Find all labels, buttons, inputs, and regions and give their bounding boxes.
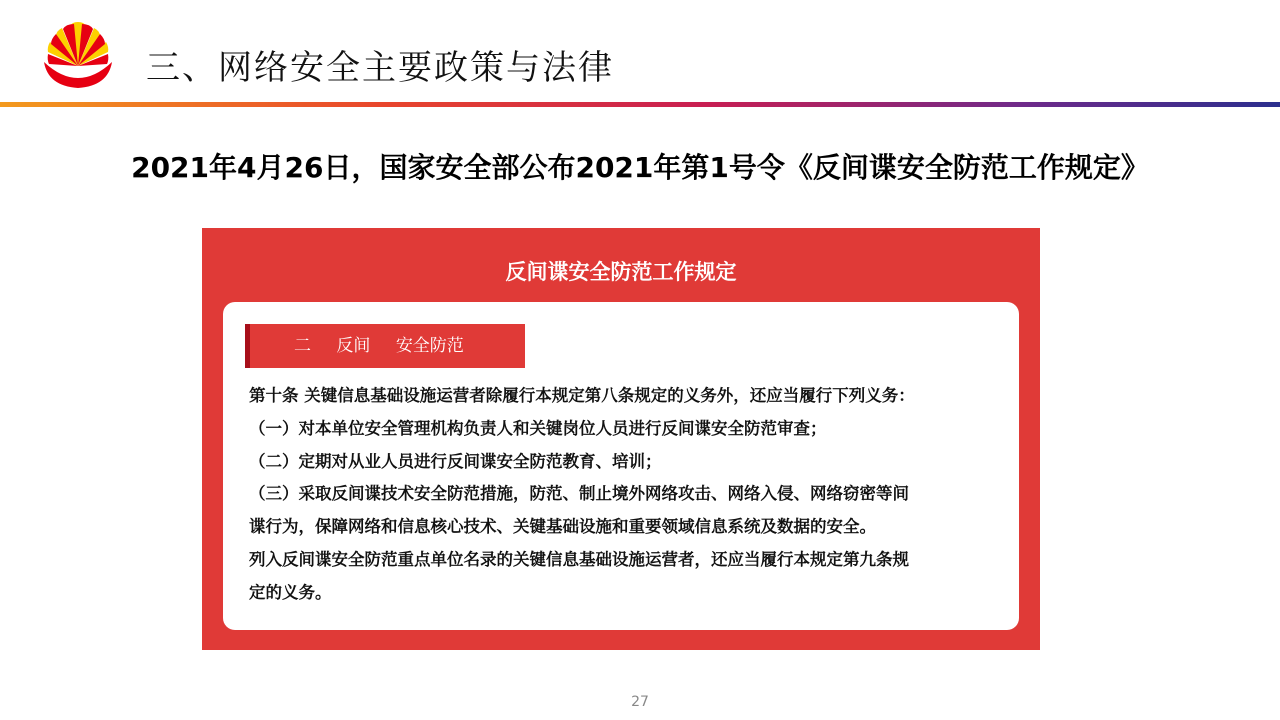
section-tag-part-3: 安全防范 <box>395 336 464 356</box>
company-logo-icon <box>38 14 118 90</box>
section-tag-part-2: 反间 <box>336 336 371 356</box>
headline: 2021年4月26日，国家安全部公布2021年第1号令《反间谍安全防范工作规定》 <box>131 151 1149 184</box>
article-line: （三）采取反间谍技术安全防范措施，防范、制止境外网络攻击、网络入侵、网络窃密等间 <box>249 484 909 504</box>
article-line: （二）定期对从业人员进行反间谍安全防范教育、培训； <box>249 451 662 471</box>
article-line: 定的义务。 <box>249 582 332 602</box>
article-line: （一）对本单位安全管理机构负责人和关键岗位人员进行反间谍安全防范审查； <box>249 418 827 438</box>
section-tag <box>245 324 525 368</box>
section-tag-part-1: 二 <box>294 336 311 356</box>
article-text <box>249 380 1009 610</box>
header-divider <box>0 102 1280 107</box>
article-line: 列入反间谍安全防范重点单位名录的关键信息基础设施运营者，还应当履行本规定第九条规 <box>249 549 909 569</box>
page-title: 三、网络安全主要政策与法律 <box>146 48 614 88</box>
article-line: 谍行为，保障网络和信息核心技术、关键基础设施和重要领域信息系统及数据的安全。 <box>249 517 876 537</box>
article-line: 第十条 关键信息基础设施运营者除履行本规定第八条规定的义务外，还应当履行下列义务： <box>249 386 915 405</box>
card-title: 反间谍安全防范工作规定 <box>505 260 737 284</box>
regulation-card <box>202 228 1040 650</box>
card-content-panel <box>223 302 1019 630</box>
page-number: 27 <box>631 694 649 710</box>
